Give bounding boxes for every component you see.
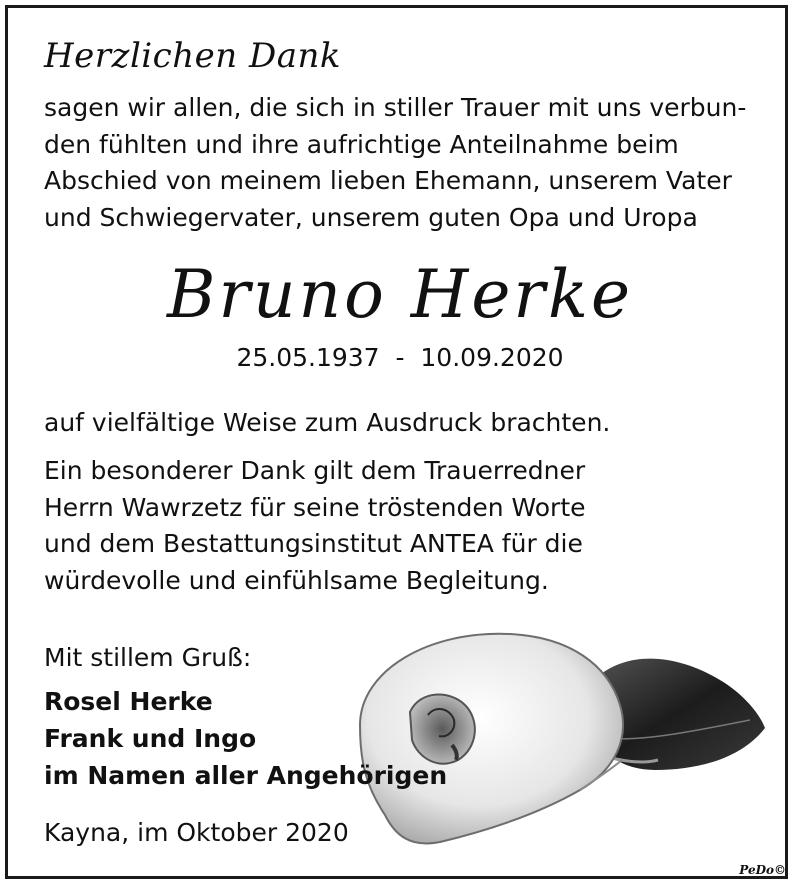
signatory: Frank und Ingo [44,724,257,753]
thanks-line: Herrn Wawrzetz für seine tröstenden Worte [44,492,586,522]
thanks-line: würdevolle und einfühlsame Begleitung. [44,565,549,595]
greeting: Mit stillem Gruß: [44,643,252,672]
intro-line: sagen wir allen, die sich in stiller Trauer mit uns verbun- [44,93,747,122]
deceased-name: Bruno Herke [167,256,633,333]
designer-credit: PeDo© [739,863,786,877]
intro-line: und Schwiegervater, unserem guten Opa und Uropa [44,202,698,232]
life-dates: 25.05.1937 - 10.09.2020 [236,343,564,372]
signatory: Rosel Herke [44,687,213,716]
after-name-text: auf vielfältige Weise zum Ausdruck brachten. [44,408,611,437]
signatory: im Namen aller Angehörigen [44,761,448,790]
thanks-line: und dem Bestattungsinstitut ANTEA für die [44,529,583,558]
signatories [44,683,756,794]
intro-paragraph [44,90,756,236]
intro-line: den fühlten und ihre aufrichtige Anteilnahme beim [44,129,679,159]
thanks-paragraph [44,453,756,599]
place-date: Kayna, im Oktober 2020 [44,818,349,847]
intro-line: Abschied von meinem lieben Ehemann, unserem Vater [44,166,732,195]
thanks-line: Ein besonderer Dank gilt dem Trauerredner [44,456,586,485]
heading: Herzlichen Dank [44,36,341,76]
